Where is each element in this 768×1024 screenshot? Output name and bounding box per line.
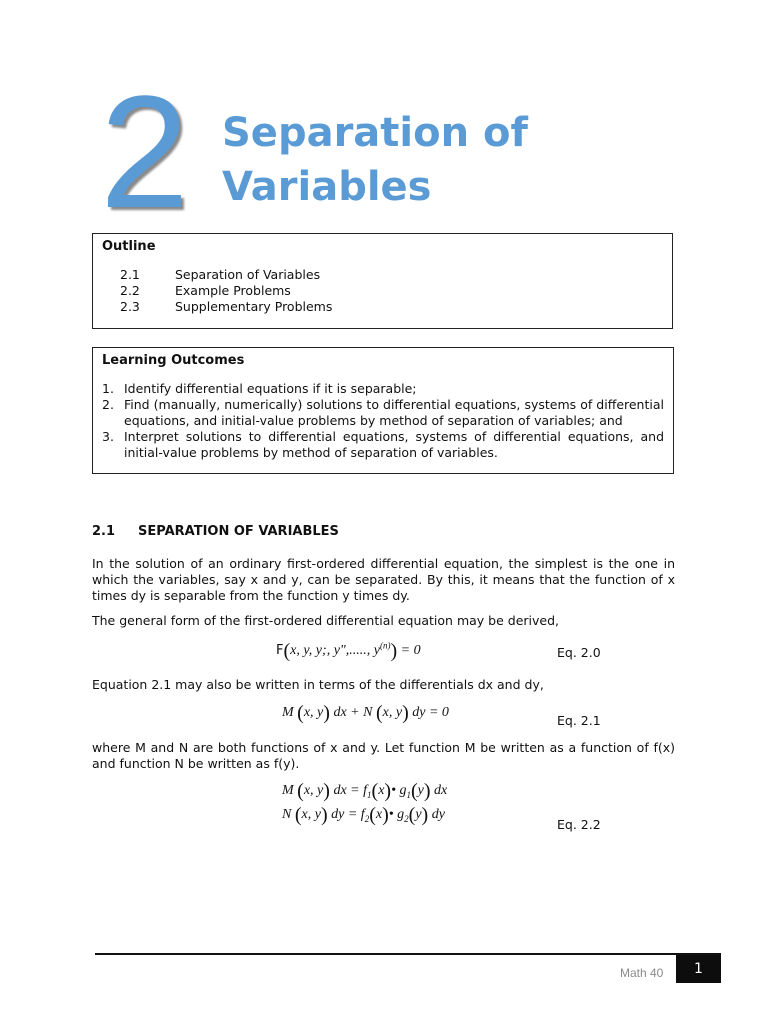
outline-title: Outline bbox=[102, 239, 156, 254]
outcome-text: Interpret solutions to differential equations, systems of differential equations, and initial-value problems by method of separation of variables. bbox=[124, 429, 664, 460]
equation-2-0: F(x, y, y;, y",....., $y^{(n)}) = 0$ bbox=[276, 640, 421, 662]
outcome-num: 1. bbox=[102, 381, 114, 396]
outcome-item bbox=[102, 429, 664, 461]
outline-item-label: Example Problems bbox=[175, 283, 291, 298]
section-title: SEPARATION OF VARIABLES bbox=[138, 524, 339, 539]
chapter-title-line2: Variables bbox=[222, 164, 432, 210]
paragraph-intro: In the solution of an ordinary first-ordered differential equation, the simplest is the one in which the variables, say x and y, can be separated. By this, it means that the function of x times dy is separable from the function y times dy. bbox=[92, 556, 675, 603]
outcome-text: Identify differential equations if it is separable; bbox=[124, 381, 417, 396]
outcome-text: Find (manually, numerically) solutions to differential equations, systems of differential equations, and initial-value problems by method of separation of variables; and bbox=[124, 397, 664, 428]
paragraph-functions: where M and N are both functions of x and y. Let function M be written as a function of f(x) and function N be written as f(y). bbox=[92, 740, 675, 771]
learning-outcomes-box bbox=[92, 347, 674, 474]
outline-item-label: Supplementary Problems bbox=[175, 299, 333, 314]
footer-divider bbox=[95, 953, 721, 955]
footer-course: Math 40 bbox=[620, 966, 664, 980]
paragraph-general-form: The general form of the first-ordered differential equation may be derived, bbox=[92, 613, 559, 628]
learning-outcomes-title: Learning Outcomes bbox=[102, 353, 245, 368]
outline-item-num: 2.2 bbox=[120, 283, 140, 298]
outcome-item bbox=[102, 381, 664, 397]
outline-item-num: 2.1 bbox=[120, 267, 140, 282]
equation-2-2-line2: N (x, y) dy = $f_2(x)•$ $g_2(y)$ dy bbox=[282, 804, 445, 826]
outline-item bbox=[102, 299, 663, 315]
section-heading bbox=[92, 524, 339, 539]
outline-item bbox=[102, 283, 663, 299]
equation-2-1-label: Eq. 2.1 bbox=[557, 713, 601, 728]
paragraph-differentials: Equation 2.1 may also be written in terms of the differentials dx and dy, bbox=[92, 677, 544, 692]
outline-item-num: 2.3 bbox=[120, 299, 140, 314]
chapter-number: 2 bbox=[100, 62, 189, 241]
section-number: 2.1 bbox=[92, 524, 116, 539]
outline-box bbox=[92, 233, 673, 329]
chapter-title bbox=[222, 106, 528, 214]
equation-2-2-label: Eq. 2.2 bbox=[557, 817, 601, 832]
outline-item-label: Separation of Variables bbox=[175, 267, 321, 282]
outcome-num: 2. bbox=[102, 397, 114, 412]
equation-2-1: M (x, y) dx + N (x, y) dy = 0 bbox=[282, 702, 449, 724]
chapter-title-line1: Separation of bbox=[222, 110, 528, 156]
equation-2-0-label: Eq. 2.0 bbox=[557, 645, 601, 660]
outcome-item bbox=[102, 397, 664, 429]
outcome-num: 3. bbox=[102, 429, 114, 444]
equation-2-2-line1: M (x, y) dx = $f_1(x)•$ $g_1(y)$ dx bbox=[282, 780, 448, 802]
page-number: 1 bbox=[676, 955, 721, 983]
outline-item bbox=[102, 267, 663, 283]
